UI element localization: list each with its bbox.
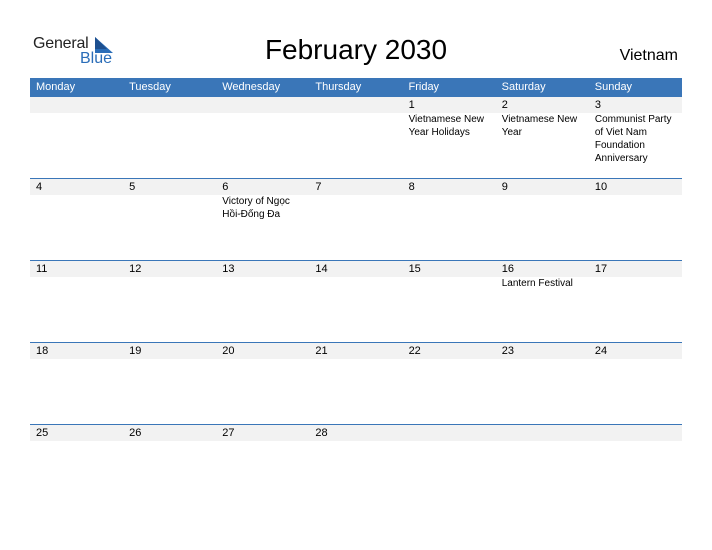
day-number: 27 [222, 427, 235, 439]
day-cell [496, 425, 589, 441]
day-number: 2 [501, 99, 508, 111]
day-cell [403, 97, 496, 139]
weekday-wednesday: Wednesday [222, 81, 281, 93]
day-cell [403, 179, 496, 195]
day-number: 4 [36, 181, 43, 193]
day-number: 9 [501, 181, 508, 193]
day-cell [123, 261, 216, 277]
day-cell [403, 261, 496, 277]
day-number: 26 [129, 427, 142, 439]
day-number: 16 [501, 263, 514, 275]
day-number: 25 [36, 427, 49, 439]
day-cell [216, 97, 309, 113]
day-cell [589, 425, 682, 441]
day-cell [403, 343, 496, 359]
day-number: 21 [315, 345, 328, 357]
day-number [129, 97, 216, 113]
day-cell [589, 179, 682, 195]
day-number: 3 [594, 99, 601, 111]
day-cell [309, 261, 402, 277]
day-cell [309, 425, 402, 441]
day-cell [309, 97, 402, 113]
day-number: 11 [36, 263, 48, 275]
day-cell [123, 97, 216, 113]
day-cell [496, 179, 589, 195]
day-number: 7 [315, 181, 322, 193]
day-number: 19 [129, 345, 142, 357]
week-row [30, 425, 682, 506]
day-number: 6 [222, 181, 229, 193]
day-number: 10 [594, 181, 608, 193]
day-cell [496, 343, 589, 359]
day-number: 13 [222, 263, 235, 275]
weekday-monday: Monday [36, 81, 76, 93]
day-cell [123, 425, 216, 441]
weekday-sunday: Sunday [594, 81, 633, 93]
holiday-event: Vietnamese New Year Holidays [408, 114, 484, 138]
day-number: 12 [129, 263, 142, 275]
calendar-grid [30, 78, 682, 506]
week-row [30, 343, 682, 425]
weekday-header [30, 78, 682, 97]
day-cell [30, 261, 123, 277]
day-number: 23 [501, 345, 514, 357]
day-cell [216, 343, 309, 359]
day-cell [589, 261, 682, 277]
day-number [595, 425, 682, 441]
day-number: 28 [315, 427, 328, 439]
logo-word-general: General [33, 35, 89, 52]
logo-word-blue: Blue [80, 50, 113, 67]
day-cell [30, 97, 123, 113]
day-cell [30, 425, 123, 441]
day-number: 20 [222, 345, 235, 357]
day-cell [30, 179, 123, 195]
day-cell [30, 343, 123, 359]
day-cell [216, 425, 309, 441]
day-number: 22 [408, 345, 421, 357]
weekday-thursday: Thursday [315, 81, 362, 93]
day-number: 5 [129, 181, 136, 193]
day-cell [496, 261, 589, 290]
weeks-container [30, 97, 682, 506]
page-title: February 2030 [264, 34, 448, 65]
day-number [36, 97, 123, 113]
week-row [30, 261, 682, 343]
day-number: 15 [408, 263, 421, 275]
day-number: 18 [36, 345, 49, 357]
day-number: 24 [594, 345, 608, 357]
day-cell [589, 97, 682, 165]
holiday-event: Victory of Ngọc Hồi-Đống Đa [222, 196, 290, 220]
day-number: 14 [315, 263, 328, 275]
day-cell [496, 97, 589, 139]
day-cell [123, 179, 216, 195]
country-label: Vietnam [619, 47, 678, 64]
day-cell [589, 343, 682, 359]
day-number: 17 [594, 263, 608, 275]
day-cell [216, 179, 309, 221]
day-cell [309, 179, 402, 195]
day-number: 8 [408, 181, 415, 193]
day-cell [309, 343, 402, 359]
holiday-event: Communist Party of Viet Nam Foundation Anniversary [594, 114, 672, 164]
holiday-event: Lantern Festival [501, 278, 573, 289]
weekday-saturday: Saturday [501, 81, 546, 93]
day-cell [403, 425, 496, 441]
day-number [409, 425, 496, 441]
day-number [502, 425, 589, 441]
week-row [30, 97, 682, 179]
day-number [222, 97, 309, 113]
week-row [30, 179, 682, 261]
weekday-tuesday: Tuesday [129, 81, 171, 93]
weekday-friday: Friday [408, 81, 440, 93]
day-cell [123, 343, 216, 359]
holiday-event: Vietnamese New Year [501, 114, 578, 138]
day-number [315, 97, 402, 113]
day-cell [216, 261, 309, 277]
day-number: 1 [408, 99, 415, 111]
